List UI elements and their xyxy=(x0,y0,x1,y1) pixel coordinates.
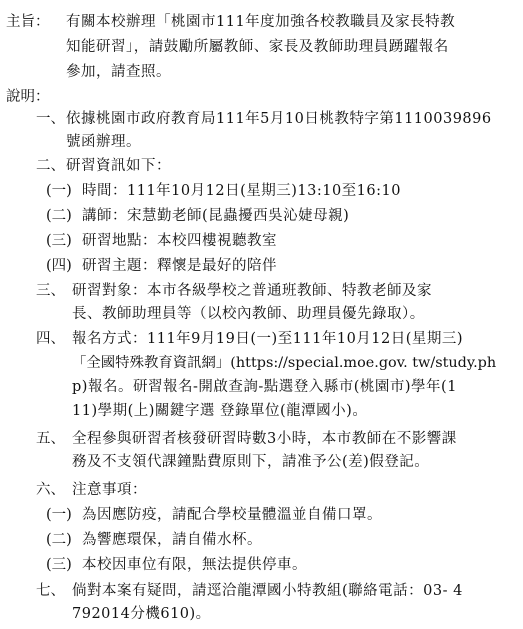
item-two-number: 二、 xyxy=(36,158,65,174)
item-one-line-2: 號函辦理。 xyxy=(66,134,141,150)
subject-line-3: 參加，請查照。 xyxy=(66,64,171,80)
item-five-number: 五、 xyxy=(36,431,65,447)
item-seven-line-2: 792014分機610)。 xyxy=(72,606,211,622)
item-six-sub-2-text: 為響應環保，請自備水杯。 xyxy=(82,532,262,548)
item-two-sub-1-text: 時間：111年10月12日(星期三)13:10至16:10 xyxy=(82,183,401,199)
item-two-sub-1-number: (一) xyxy=(46,183,72,199)
item-four-line-4: 11)學期(上)關鍵字選 登錄單位(龍潭國小)。 xyxy=(72,403,368,419)
item-six-sub-3-text: 本校因車位有限，無法提供停車。 xyxy=(82,557,307,573)
item-six-text: 注意事項： xyxy=(72,482,147,498)
item-six-sub-1-text: 為因應防疫，請配合學校量體溫並自備口罩。 xyxy=(82,507,382,523)
item-two-sub-2-number: (二) xyxy=(46,208,72,224)
subject-line-1: 有關本校辦理「桃園市111年度加強各校教職員及家長特教 xyxy=(66,14,456,30)
item-two-sub-2-text: 講師：宋慧勤老師(昆蟲擾西吳沁婕母親) xyxy=(82,208,350,224)
item-two-sub-4-text: 研習主題：釋懷是最好的陪伴 xyxy=(82,258,277,274)
item-six-number: 六、 xyxy=(36,482,65,498)
item-two-text: 研習資訊如下： xyxy=(66,158,171,174)
item-one-line-1: 依據桃園市政府教育局111年5月10日桃教特字第1110039896 xyxy=(66,111,492,127)
item-five-line-1: 全程參與研習者核發研習時數3小時，本市教師在不影響課 xyxy=(72,431,457,447)
item-three-line-1: 研習對象：本市各級學校之普通班教師、特教老師及家 xyxy=(72,283,432,299)
item-five-line-2: 務及不支領代課鐘點費原則下，請准予公(差)假登記。 xyxy=(72,454,430,470)
item-four-line-3: p)報名。研習報名-開啟查詢-點選登入縣市(桃園市)學年(1 xyxy=(72,379,457,395)
item-seven-line-1: 倘對本案有疑問，請逕洽龍潭國小特教組(聯絡電話：03- 4 xyxy=(72,583,463,599)
item-seven-number: 七、 xyxy=(36,583,65,599)
item-four-line-1: 報名方式：111年9月19日(一)至111年10月12日(星期三) xyxy=(72,331,464,347)
subject-label: 主旨： xyxy=(6,14,50,30)
item-four-line-2: 「全國特殊教育資訊網」(https://special.moe.gov. tw/study.ph xyxy=(72,355,497,371)
item-six-sub-1-number: (一) xyxy=(46,507,72,523)
item-three-number: 三、 xyxy=(36,283,65,299)
item-six-sub-3-number: (三) xyxy=(46,557,72,573)
explain-label: 說明： xyxy=(6,89,50,105)
item-two-sub-4-number: (四) xyxy=(46,258,72,274)
item-six-sub-2-number: (二) xyxy=(46,532,72,548)
item-three-line-2: 長、教師助理員等（以校內教師、助理員優先錄取）。 xyxy=(72,306,425,322)
item-two-sub-3-text: 研習地點：本校四樓視聽教室 xyxy=(82,233,277,249)
item-two-sub-3-number: (三) xyxy=(46,233,72,249)
item-four-number: 四、 xyxy=(36,331,65,347)
subject-line-2: 知能研習」，請鼓勵所屬教師、家長及教師助理員踴躍報名 xyxy=(66,39,449,55)
item-one-number: 一、 xyxy=(36,111,65,127)
